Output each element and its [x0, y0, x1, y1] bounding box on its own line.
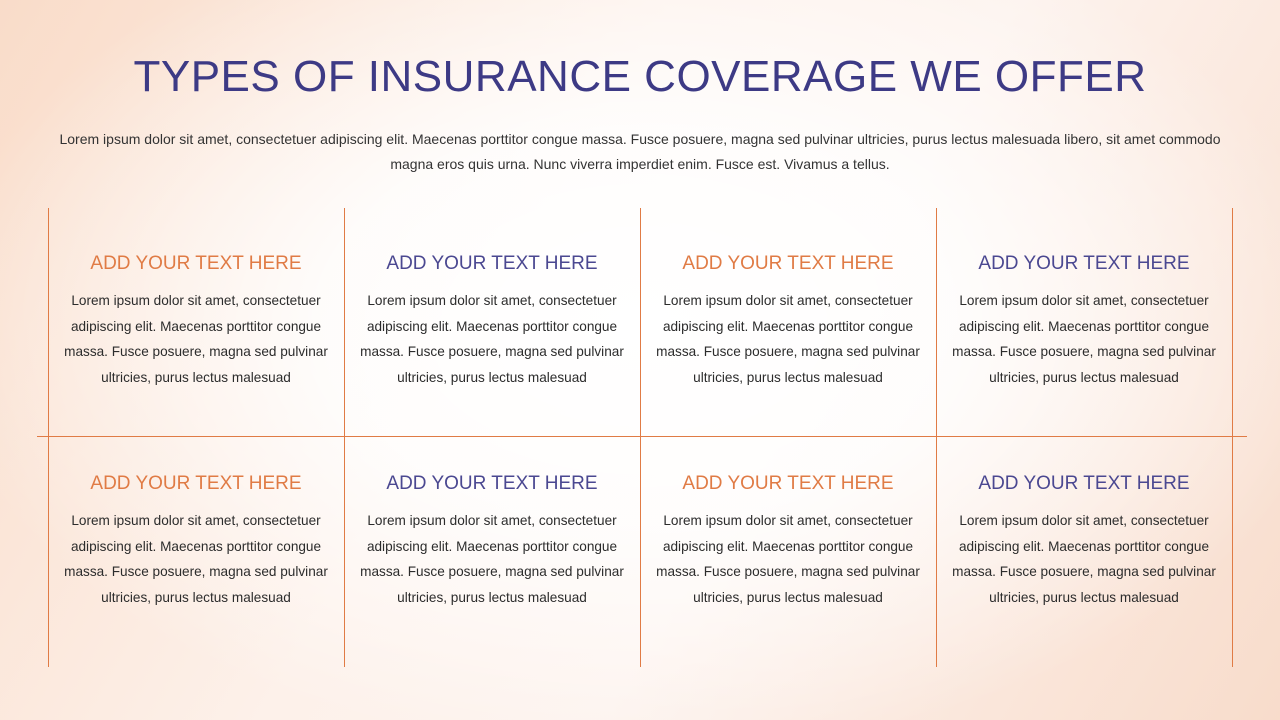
- cell-body: Lorem ipsum dolor sit amet, consectetuer adipiscing elit. Maecenas porttitor congue massa. Fusce posuere, magna sed pulvinar ultricies, purus lectus malesuad: [656, 293, 920, 385]
- cell-heading: ADD YOUR TEXT HERE: [682, 473, 894, 494]
- cell-heading: ADD YOUR TEXT HERE: [978, 253, 1190, 274]
- intro-text: Lorem ipsum dolor sit amet, consectetuer adipiscing elit. Maecenas porttitor congue massa. Fusce posuere, magna sed pulvinar ultricies, purus lectus malesuada libero, sit amet commodo magna eros quis urna. Nunc viverra imperdiet enim. Fusce est. Vivamus a tellus.: [59, 131, 1221, 172]
- coverage-cell: [936, 428, 1232, 656]
- coverage-cell: [344, 428, 640, 656]
- grid-divider: [1232, 208, 1233, 667]
- coverage-cell: [640, 428, 936, 656]
- cell-body: Lorem ipsum dolor sit amet, consectetuer adipiscing elit. Maecenas porttitor congue massa. Fusce posuere, magna sed pulvinar ultricies, purus lectus malesuad: [952, 293, 1216, 385]
- cell-heading: ADD YOUR TEXT HERE: [386, 253, 598, 274]
- cell-heading: ADD YOUR TEXT HERE: [978, 473, 1190, 494]
- cell-heading: ADD YOUR TEXT HERE: [682, 253, 894, 274]
- cell-body: Lorem ipsum dolor sit amet, consectetuer adipiscing elit. Maecenas porttitor congue massa. Fusce posuere, magna sed pulvinar ultricies, purus lectus malesuad: [360, 293, 624, 385]
- coverage-cell: [344, 208, 640, 436]
- cell-heading: ADD YOUR TEXT HERE: [386, 473, 598, 494]
- cell-body: Lorem ipsum dolor sit amet, consectetuer adipiscing elit. Maecenas porttitor congue massa. Fusce posuere, magna sed pulvinar ultricies, purus lectus malesuad: [64, 293, 328, 385]
- coverage-cell: [48, 208, 344, 436]
- cell-body: Lorem ipsum dolor sit amet, consectetuer adipiscing elit. Maecenas porttitor congue massa. Fusce posuere, magna sed pulvinar ultricies, purus lectus malesuad: [64, 513, 328, 605]
- coverage-cell: [936, 208, 1232, 436]
- cell-body: Lorem ipsum dolor sit amet, consectetuer adipiscing elit. Maecenas porttitor congue massa. Fusce posuere, magna sed pulvinar ultricies, purus lectus malesuad: [656, 513, 920, 605]
- page-title: TYPES OF INSURANCE COVERAGE WE OFFER: [133, 52, 1147, 101]
- cell-body: Lorem ipsum dolor sit amet, consectetuer adipiscing elit. Maecenas porttitor congue massa. Fusce posuere, magna sed pulvinar ultricies, purus lectus malesuad: [360, 513, 624, 605]
- coverage-cell: [48, 428, 344, 656]
- coverage-cell: [640, 208, 936, 436]
- cell-body: Lorem ipsum dolor sit amet, consectetuer adipiscing elit. Maecenas porttitor congue massa. Fusce posuere, magna sed pulvinar ultricies, purus lectus malesuad: [952, 513, 1216, 605]
- cell-heading: ADD YOUR TEXT HERE: [90, 473, 302, 494]
- cell-heading: ADD YOUR TEXT HERE: [90, 253, 302, 274]
